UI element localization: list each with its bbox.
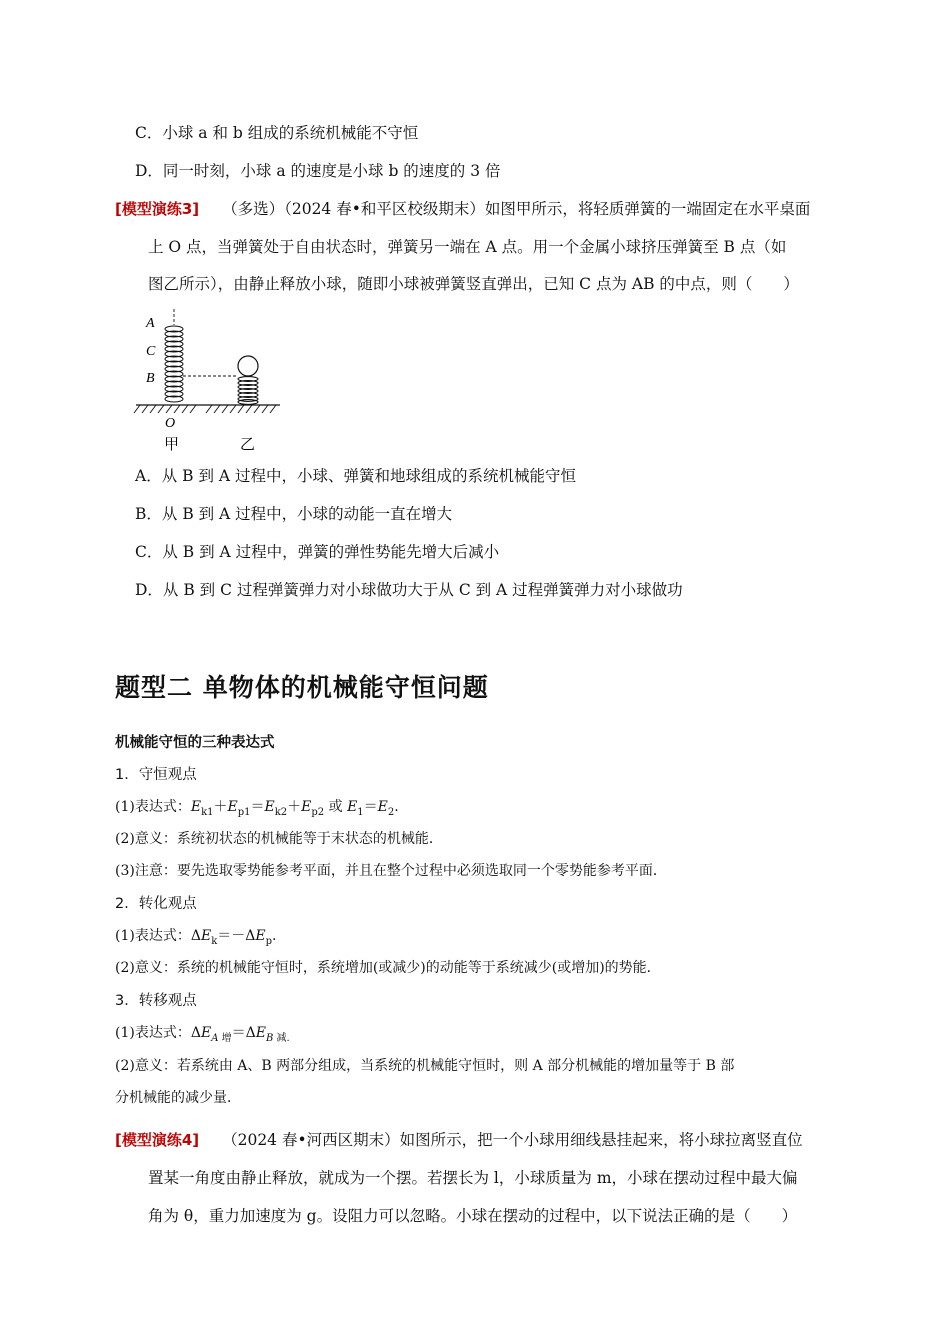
ground-hatch: [134, 405, 276, 413]
p3-expression: (1)表达式：$\Delta E_{A 增}=\Delta E_{B 减.}$: [115, 1025, 290, 1044]
q3-option-b: B．从 B 到 A 过程中，小球的动能一直在增大: [135, 505, 453, 523]
label-c: C: [146, 344, 156, 359]
p1-expression-prefix: (1)表达式：: [115, 799, 191, 815]
caption-left: 甲: [164, 435, 180, 453]
q3-line1: （多选）（2024 春•和平区校级期末）如图甲所示，将轻质弹簧的一端固定在水平桌面: [222, 200, 811, 218]
q4-line3: 角为 θ，重力加速度为 g。设阻力可以忽略。小球在摆动的过程中，以下说法正确的是（ ）: [148, 1207, 798, 1225]
p3-title: 3．转移观点: [115, 993, 197, 1009]
p2-meaning: (2)意义：系统的机械能守恒时，系统增加(或减少)的动能等于系统减少(或增加)的势能．: [115, 960, 661, 976]
section-subtitle: 机械能守恒的三种表达式: [115, 735, 275, 751]
p1-meaning: (2)意义：系统初状态的机械能等于末状态的机械能．: [115, 831, 443, 847]
metal-ball: [238, 356, 258, 376]
label-o: O: [165, 416, 176, 431]
q3-option-d: D．从 B 到 C 过程弹簧弹力对小球做功大于从 C 到 A 过程弹簧弹力对小球做功: [135, 581, 683, 599]
q3-stem-line1: [115, 199, 810, 219]
q3-option-a: A．从 B 到 A 过程中，小球、弹簧和地球组成的系统机械能守恒: [135, 467, 576, 485]
prev-option-c: C．小球 a 和 b 组成的系统机械能不守恒: [135, 124, 419, 142]
q3-line3: 图乙所示），由静止释放小球，随即小球被弹簧竖直弹出，已知 C 点为 AB 的中点，则（ ）: [148, 275, 799, 293]
p2-expression-prefix: (1)表达式：: [115, 928, 191, 944]
q3-option-c: C．从 B 到 A 过程中，弹簧的弹性势能先增大后减小: [135, 543, 500, 561]
p3-meaning-cont: 分机械能的减少量．: [115, 1090, 241, 1106]
p2-title: 2．转化观点: [115, 896, 197, 912]
spring-figure: [128, 305, 298, 464]
spring-right: [238, 377, 258, 405]
q3-tag: [模型演练3]: [115, 200, 200, 218]
p1-title: 1．守恒观点: [115, 767, 197, 783]
p1-expression: (1)表达式：$E_{k1}+E_{p1}=E_{k2}+E_{p2}$ 或 $E_1=E_2$.: [115, 799, 399, 818]
prev-option-d: D．同一时刻，小球 a 的速度是小球 b 的速度的 3 倍: [135, 162, 501, 180]
q4-line2: 置某一角度由静止释放，就成为一个摆。若摆长为 l，小球质量为 m，小球在摆动过程中最大偏: [148, 1169, 798, 1187]
spring-diagram: [128, 305, 298, 460]
label-a: A: [146, 316, 155, 331]
q4-line1: （2024 春•河西区期末）如图所示，把一个小球用细线悬挂起来，将小球拉离竖直位: [222, 1131, 803, 1149]
section-title: 题型二 单物体的机械能守恒问题: [115, 673, 489, 702]
p1-expression-or: 或: [328, 799, 343, 815]
p3-meaning: (2)意义：若系统由 A、B 两部分组成，当系统的机械能守恒时，则 A 部分机械能的增加量等于 B 部: [115, 1058, 735, 1074]
q3-line2: 上 O 点，当弹簧处于自由状态时，弹簧另一端在 A 点。用一个金属小球挤压弹簧至 B 点（如: [148, 238, 787, 256]
p1-note: (3)注意：要先选取零势能参考平面，并且在整个过程中必须选取同一个零势能参考平面．: [115, 863, 667, 879]
q4-tag: [模型演练4]: [115, 1131, 200, 1149]
q4-stem-line1: [115, 1130, 803, 1150]
spring-left: [165, 326, 183, 402]
p3-expression-prefix: (1)表达式：: [115, 1025, 191, 1041]
p2-expression: (1)表达式：$\Delta E_k=-\Delta E_p$.: [115, 928, 277, 947]
label-b: B: [146, 371, 155, 386]
caption-right: 乙: [240, 435, 256, 453]
